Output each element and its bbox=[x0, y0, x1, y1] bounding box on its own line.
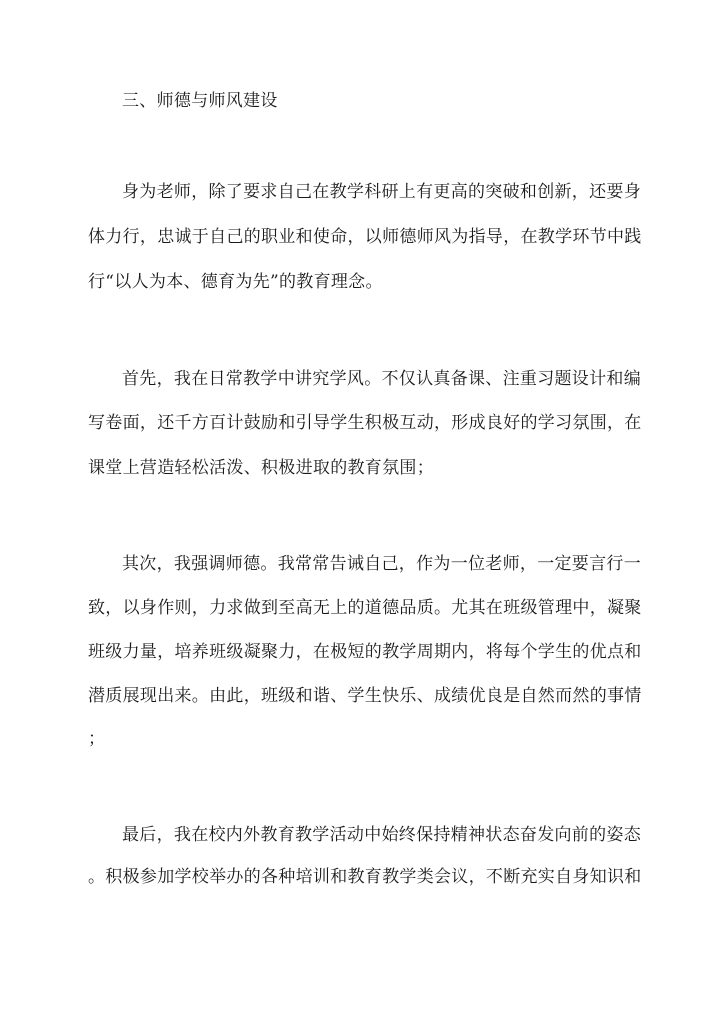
paragraph-line: 潜质展现出来。由此，班级和谐、学生快乐、成绩优良是自然而然的事情 bbox=[88, 686, 642, 706]
paragraph-line: 其次，我强调师德。我常常告诫自己，作为一位老师，一定要言行一 bbox=[122, 554, 641, 574]
paragraph-line: 最后，我在校内外教育教学活动中始终保持精神状态奋发向前的姿态 bbox=[122, 825, 641, 845]
paragraph-line: 。积极参加学校举办的各种培训和教育教学类会议，不断充实自身知识和 bbox=[88, 867, 642, 887]
paragraph-line: 体力行，忠诚于自己的职业和使命，以师德师风为指导，在教学环节中践 bbox=[88, 227, 642, 247]
section-heading: 三、师德与师风建设 bbox=[122, 91, 278, 111]
paragraph-line: 身为老师，除了要求自己在教学科研上有更高的突破和创新，还要身 bbox=[122, 182, 641, 202]
paragraph-line: 班级力量，培养班级凝聚力，在极短的教学周期内，将每个学生的优点和 bbox=[88, 642, 642, 662]
paragraph-line: 写卷面，还千方百计鼓励和引导学生积极互动，形成良好的学习氛围，在 bbox=[88, 413, 642, 433]
paragraph-line: 首先，我在日常教学中讲究学风。不仅认真备课、注重习题设计和编 bbox=[122, 369, 641, 389]
paragraph-line: ； bbox=[88, 729, 106, 749]
paragraph-line: 行“以人为本、德育为先”的教育理念。 bbox=[88, 272, 383, 292]
paragraph-line: 课堂上营造轻松活泼、积极进取的教育氛围； bbox=[88, 458, 434, 478]
paragraph-line: 致，以身作则，力求做到至高无上的道德品质。尤其在班级管理中，凝聚 bbox=[88, 598, 642, 618]
